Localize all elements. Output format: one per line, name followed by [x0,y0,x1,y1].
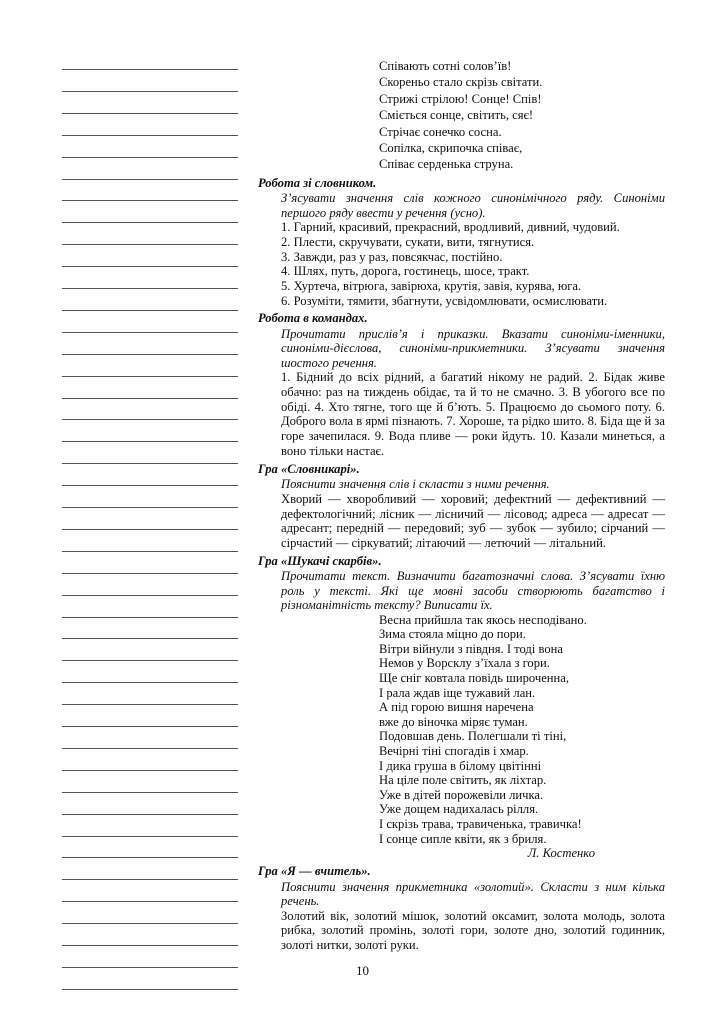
list-item: 5. Хуртеча, вітрюга, завірюха, крутія, завія, курява, юга. [281,278,582,293]
list-item: 3. Завжди, раз у раз, повсякчас, постійно. [281,249,503,264]
note-line [62,266,238,267]
note-line [62,441,238,442]
note-line [62,529,238,530]
section-heading: Робота зі словником. [258,175,377,190]
poem-2 [258,613,665,847]
note-line [62,792,238,793]
note-line [62,836,238,837]
note-line [62,376,238,377]
poem-line: Сопілка, скрипочка співає, [379,141,523,156]
note-line [62,113,238,114]
note-line [62,901,238,902]
list-item: 2. Плести, скручувати, сукати, вити, тягнутися. [281,234,535,249]
note-line [62,660,238,661]
note-line [62,222,238,223]
note-line [62,945,238,946]
poem-line: На ціле поле світить, як ліхтар. [379,773,547,788]
section-dictionary-work [258,176,665,309]
note-line [62,617,238,618]
poem-1 [258,58,665,173]
note-line [62,354,238,355]
note-line [62,507,238,508]
poem-line: Зима стояла міцно до пори. [379,627,526,642]
proverbs-text: 1. Бідний до всіх рідний, а багатий нікому не радий. 2. Бідак живе обачно: раз на тиждень обідає, та й то не смачно. 3. В убогого все по обіді. 4. Хто тягне, того ще й б’ють. 5. Працюємо до сьомого поту. 6. Доброго вола в ярмі пізнають. 7. Хороше, та рідко шито. 8. Біда ще й за горе зачепилася. 9. Вода пливе — роки йдуть. 10. Казали минеться, а воно тільки настає. [281,370,665,459]
note-line [62,419,238,420]
note-lines [62,0,238,1024]
note-line [62,748,238,749]
poem-line: вже до віночка міряє туман. [379,714,528,729]
note-line [62,638,238,639]
note-line [62,310,238,311]
section-heading: Гра «Я — вчитель». [258,864,371,879]
poem-line: Уже в дітей порожевіли личка. [379,787,544,802]
section-heading: Робота в командах. [258,311,368,326]
poem-line: Співає серденька струна. [379,157,514,172]
note-line [62,595,238,596]
note-line [62,157,238,158]
poem-line: Вітри війнули з півдня. І тоді вона [379,641,563,656]
section-game-dictionary [258,462,665,551]
poem-line: І дика груша в білому цвітінні [379,758,542,773]
poem-line: Стрічає сонечко сосна. [379,124,502,139]
note-line [62,857,238,858]
note-line [62,69,238,70]
section-heading: Гра «Словникарі». [258,461,360,476]
poem-line: Немов у Ворсклу з’їхала з гори. [379,656,550,671]
poem-line: Сміється сонце, світить, сяє! [379,108,534,123]
poem-line: Уже дощем надихалась рілля. [379,802,539,817]
words-text: Хворий — хворобливий — хоровий; дефектний — дефективний — дефектологічний; лісник — лісничий — лісовод; адреса — адресат — адресант; передній — передовий; зуб — зубок — зубило; сірчаний — сірчастий — сіркуватий; літаючий — летючий — літальний. [281,491,665,551]
note-line [62,463,238,464]
poem-line: Стрижі стрілою! Сонце! Спів! [379,91,542,106]
note-line [62,573,238,574]
section-heading: Гра «Шукачі скарбів». [258,553,382,568]
phrases-text: Золотий вік, золотий мішок, золотий оксамит, золота молодь, золота рибка, золотий промінь, золоті гори, золоте дно, золотий годинник, золоті нитки, золоті руки. [281,908,665,953]
note-line [62,91,238,92]
note-line [62,923,238,924]
list-item: 6. Розуміти, тямити, збагнути, усвідомлювати, осмислювати. [281,293,608,308]
note-line [62,726,238,727]
note-line [62,485,238,486]
poem-line: Вечірні тіні спогадів і хмар. [379,744,529,759]
note-line [62,332,238,333]
poem-line: Подовшав день. Полегшали ті тіні, [379,729,567,744]
note-line [62,879,238,880]
poem-line: Ще сніг ковтала повідь широченна, [379,671,570,686]
note-line [62,179,238,180]
note-line [62,682,238,683]
note-line [62,244,238,245]
note-line [62,551,238,552]
note-line [62,989,238,990]
note-line [62,200,238,201]
note-line [62,135,238,136]
task-text: Пояснити значення прикметника «золотий». Скласти з ним кілька речень. [281,879,665,909]
task-text: З’ясувати значення слів кожного синонімічного ряду. Синоніми першого ряду ввести у речення (усно). [281,191,665,220]
list-item: 4. Шлях, путь, дорога, гостинець, шосе, тракт. [281,264,530,279]
task-text: Прочитати текст. Визначити багатозначні слова. З’ясувати їхню роль у тексті. Які ще мовні засоби створюють багатство і різноманітність тексту? Виписати їх. [281,569,665,613]
poem-line: І рала ждав іще тужавий лан. [379,685,536,700]
task-text: Пояснити значення слів і скласти з ними речення. [281,477,550,492]
poem-line: І скрізь трава, травиченька, травичка! [379,817,582,831]
page-content [258,58,665,953]
section-game-teacher [258,864,665,953]
poem-line: Скореньо стало скрізь світати. [379,75,543,90]
section-game-treasure [258,554,665,861]
list-item: 1. Гарний, красивий, прекрасний, вродливий, дивний, чудовий. [281,220,620,235]
poem-line: Співають сотні солов’їв! [379,59,512,73]
section-team-work [258,311,665,459]
task-text: Прочитати прислів’я і приказки. Вказати синоніми-іменники, синоніми-дієслова, синоніми-прикметники. З’ясувати значення шостого речення. [281,326,665,370]
note-line [62,288,238,289]
note-line [62,770,238,771]
note-line [62,814,238,815]
poem-line: Весна прийшла так якось несподівано. [379,612,587,627]
note-line [62,704,238,705]
note-line [62,398,238,399]
poem-author: Л. Костенко [527,846,595,861]
poem-line: А під горою вишня наречена [379,700,534,715]
page-number: 10 [356,963,369,978]
poem-line: І сонце сипле квіти, як з бриля. [379,831,547,846]
